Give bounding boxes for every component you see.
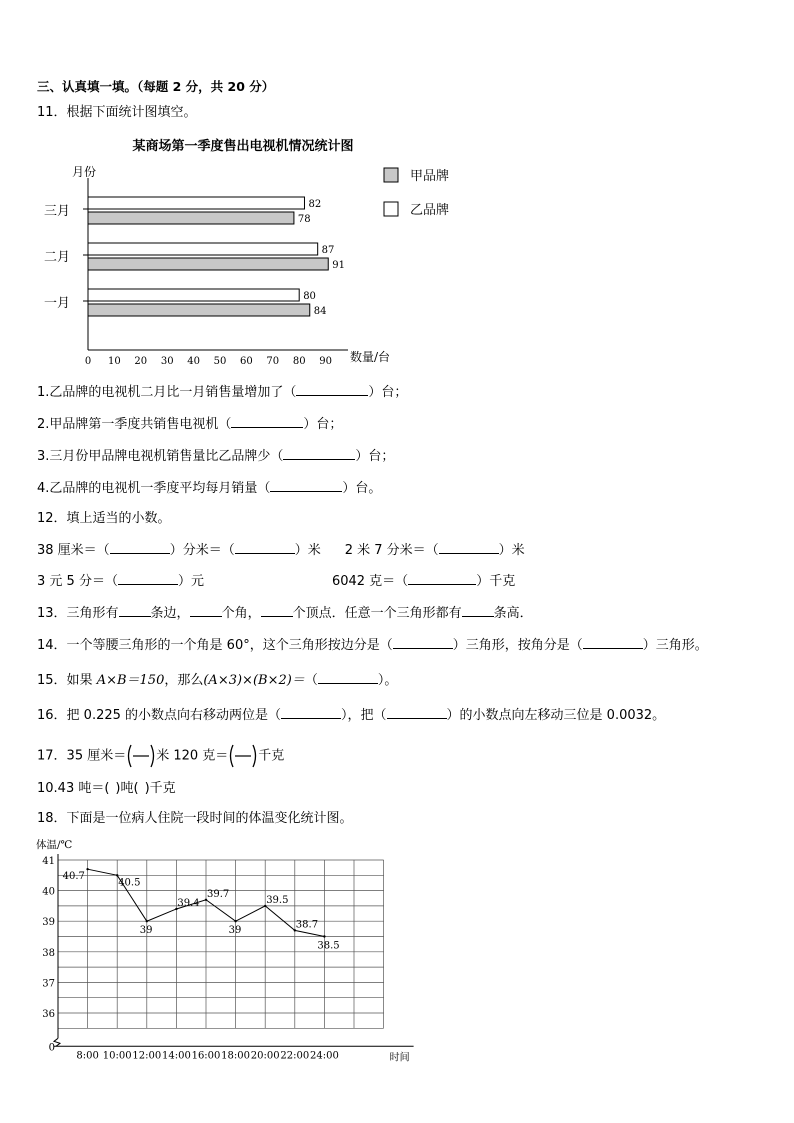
q14-blank-1[interactable] bbox=[393, 636, 453, 649]
q16-blank-1[interactable] bbox=[281, 706, 341, 719]
temperature-value-label: 39.5 bbox=[266, 894, 289, 906]
q12-blank-dm[interactable] bbox=[110, 541, 170, 554]
q17b: 10.43 吨＝( )吨( )千克 bbox=[37, 781, 176, 796]
q16-blank-2[interactable] bbox=[387, 706, 447, 719]
bar-甲品牌-二月 bbox=[88, 258, 328, 270]
bar-chart-x-tick: 80 bbox=[292, 356, 306, 367]
line-chart-y-tick: 41 bbox=[42, 856, 55, 867]
q15: 15．如果 A×B＝150，那么(A×3)×(B×2)＝（ ）。 bbox=[37, 673, 398, 688]
bar-chart-category-label: 一月 bbox=[44, 296, 71, 311]
q11-2-blank[interactable] bbox=[231, 415, 303, 428]
tv-sales-bar-chart bbox=[30, 132, 470, 372]
q13-blank-4[interactable] bbox=[462, 604, 494, 617]
temperature-point-12:00 bbox=[146, 920, 148, 922]
line-chart-x-tick: 10:00 bbox=[102, 1050, 132, 1062]
line-chart-y-tick: 39 bbox=[42, 917, 55, 929]
q12-line-2: 3 元 5 分＝（ ）元 6042 克＝（ ）千克 bbox=[37, 574, 516, 589]
line-chart-y-tick: 0 bbox=[48, 1042, 55, 1054]
bar-chart-x-tick: 90 bbox=[319, 356, 332, 367]
q12-blank-yuan[interactable] bbox=[118, 572, 178, 585]
line-chart-y-tick: 40 bbox=[42, 886, 55, 898]
q14: 14．一个等腰三角形的一个角是 60°，这个三角形按边分是（ ）三角形，按角分是（ ）三角形。 bbox=[37, 638, 708, 653]
q15-blank[interactable] bbox=[318, 671, 378, 684]
temperature-point-10:00 bbox=[116, 874, 118, 876]
temperature-value-label: 39.7 bbox=[207, 888, 230, 900]
line-chart-y-tick: 38 bbox=[42, 947, 55, 959]
q17-fraction-2[interactable] bbox=[228, 743, 258, 769]
q12-blank-m2[interactable] bbox=[439, 541, 499, 554]
q13-blank-2[interactable] bbox=[190, 604, 222, 617]
line-chart-x-tick: 8:00 bbox=[76, 1050, 99, 1062]
bar-chart-category-label: 三月 bbox=[44, 204, 71, 219]
temperature-point-18:00 bbox=[234, 920, 236, 922]
bar-chart-x-tick: 30 bbox=[160, 356, 174, 367]
q13-blank-1[interactable] bbox=[119, 604, 151, 617]
bar-乙品牌-二月 bbox=[88, 243, 318, 255]
q11-sub-4: 4.乙品牌的电视机一季度平均每月销量（ ）台。 bbox=[37, 481, 382, 496]
legend-label: 甲品牌 bbox=[410, 169, 450, 184]
bar-乙品牌-三月 bbox=[88, 197, 304, 209]
line-chart-ylabel: 体温/℃ bbox=[36, 839, 73, 851]
q13: 13．三角形有 条边， 个角， 个顶点．任意一个三角形都有 条高． bbox=[37, 606, 533, 621]
temperature-point-8:00 bbox=[86, 868, 88, 870]
temperature-value-label: 40.7 bbox=[62, 871, 85, 883]
bar-value-label: 87 bbox=[321, 245, 335, 256]
line-chart-x-tick: 18:00 bbox=[221, 1050, 251, 1062]
q12-stem: 12．填上适当的小数。 bbox=[37, 511, 171, 526]
q14-blank-2[interactable] bbox=[583, 636, 643, 649]
bar-乙品牌-一月 bbox=[88, 289, 299, 301]
bar-chart-title: 某商场第一季度售出电视机情况统计图 bbox=[132, 139, 354, 154]
q11-sub-1: 1.乙品牌的电视机二月比一月销售量增加了（ ）台； bbox=[37, 385, 408, 400]
bar-chart-x-tick: 40 bbox=[187, 356, 200, 367]
line-chart-y-tick: 36 bbox=[42, 1009, 55, 1020]
bar-chart-ylabel: 月份 bbox=[72, 165, 97, 179]
q11-1-blank[interactable] bbox=[296, 383, 368, 396]
section-heading: 三、认真填一填。（每题 2 分，共 20 分） bbox=[37, 79, 275, 94]
bar-chart-xlabel: 数量/台 bbox=[350, 350, 391, 364]
q11-stem: 11．根据下面统计图填空。 bbox=[37, 105, 197, 120]
q12-blank-m1[interactable] bbox=[235, 541, 295, 554]
bar-chart-x-tick: 10 bbox=[108, 356, 121, 367]
temperature-value-label: 38.5 bbox=[317, 940, 340, 952]
q18-stem: 18．下面是一位病人住院一段时间的体温变化统计图。 bbox=[37, 811, 353, 826]
bar-value-label: 78 bbox=[297, 214, 311, 225]
bar-chart-category-label: 二月 bbox=[44, 250, 71, 265]
temperature-value-label: 39.4 bbox=[177, 897, 200, 909]
bar-甲品牌-一月 bbox=[88, 304, 310, 316]
bar-value-label: 84 bbox=[313, 306, 327, 317]
bar-chart-x-tick: 0 bbox=[84, 356, 92, 367]
q11-3-blank[interactable] bbox=[283, 447, 355, 460]
temperature-value-label: 39 bbox=[228, 925, 242, 937]
temperature-line-chart bbox=[30, 834, 410, 1064]
q17: 17．35 厘米＝ 米 120 克＝ 千克 bbox=[37, 743, 284, 769]
bar-chart-x-tick: 20 bbox=[134, 356, 148, 367]
legend-swatch-甲品牌 bbox=[384, 168, 398, 182]
q16: 16．把 0.225 的小数点向右移动两位是（ ），把（ ）的小数点向左移动三位是 0.0032。 bbox=[37, 708, 666, 723]
line-chart-x-tick: 22:00 bbox=[280, 1050, 310, 1062]
line-chart-x-tick: 24:00 bbox=[309, 1050, 339, 1062]
q11-4-blank[interactable] bbox=[270, 479, 342, 492]
temperature-point-24:00 bbox=[323, 935, 325, 937]
temperature-value-label: 40.5 bbox=[118, 877, 141, 889]
line-chart-x-tick: 16:00 bbox=[191, 1050, 221, 1062]
q11-sub-2: 2.甲品牌第一季度共销售电视机（ ）台； bbox=[37, 417, 343, 432]
bar-chart-x-tick: 70 bbox=[266, 356, 280, 367]
legend-label: 乙品牌 bbox=[410, 203, 450, 218]
q12-line-1: 38 厘米＝（ ）分米＝（ ）米 2 米 7 分米＝（ ）米 bbox=[37, 543, 525, 558]
line-chart-y-tick: 37 bbox=[42, 978, 55, 990]
bar-chart-x-tick: 60 bbox=[240, 356, 253, 367]
temperature-value-label: 39 bbox=[139, 925, 153, 937]
legend-swatch-乙品牌 bbox=[384, 202, 398, 216]
bar-甲品牌-三月 bbox=[88, 212, 294, 224]
temperature-value-label: 38.7 bbox=[295, 919, 319, 931]
q17-fraction-1[interactable] bbox=[126, 743, 156, 769]
bar-chart-x-tick: 50 bbox=[213, 356, 227, 367]
bar-value-label: 91 bbox=[332, 260, 345, 271]
line-chart-x-tick: 12:00 bbox=[132, 1050, 162, 1062]
q13-blank-3[interactable] bbox=[261, 604, 293, 617]
line-chart-xlabel: 时间 bbox=[389, 1052, 410, 1064]
q11-sub-3: 3.三月份甲品牌电视机销售量比乙品牌少（ ）台； bbox=[37, 449, 395, 464]
q12-blank-kg[interactable] bbox=[408, 572, 476, 585]
bar-value-label: 80 bbox=[303, 291, 316, 302]
bar-value-label: 82 bbox=[308, 199, 322, 210]
line-chart-x-tick: 20:00 bbox=[250, 1050, 280, 1062]
line-chart-x-tick: 14:00 bbox=[161, 1050, 191, 1062]
